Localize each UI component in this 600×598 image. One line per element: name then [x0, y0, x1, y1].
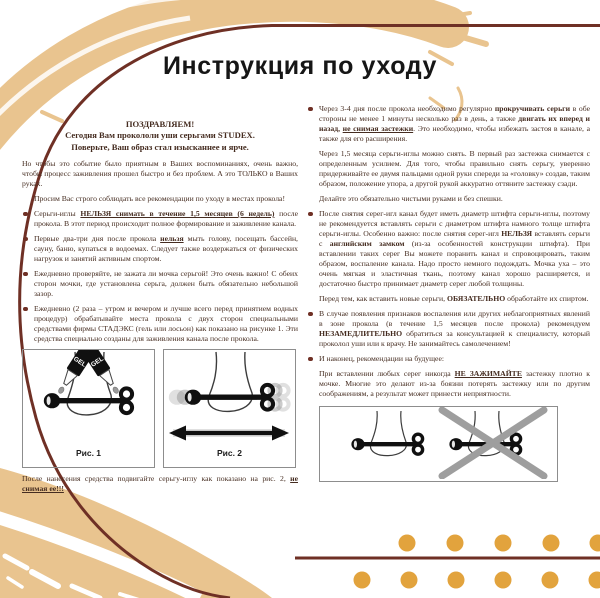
earring-icon [185, 385, 273, 410]
figure-1 [22, 349, 155, 468]
text-paragraph: Делайте это обязательно чистыми руками и без спешки. [319, 194, 503, 203]
right-column [307, 98, 590, 499]
figure-correct-incorrect [319, 406, 558, 482]
bullet-item: Первые два-три дня после прокола нельзя мыть голову, посещать бассейн, сауну, баню, купаться в водоемах. Следует также воздержаться от физических нагрузок и занятий активным спортом. [34, 234, 298, 264]
svg-text:GEL: GEL [72, 355, 88, 369]
text-paragraph: После нанесения средства подвигайте серьгу-иглу как показано на рис. 2, не снимая ее!!! [22, 474, 298, 494]
motion-arrow-icon [169, 426, 289, 441]
two-column-body [22, 98, 590, 499]
text-paragraph: При вставлении любых серег никогда НЕ ЗАЖИМАЙТЕ застежку плотно к мочке. Многие это делают из-за боязни потерять застежку или по другим соображениям, а результат может принести неприятности. [319, 369, 590, 398]
page-title: Инструкция по уходу [162, 52, 438, 80]
bullet-dot [308, 312, 313, 317]
figure-1-illustration [24, 350, 153, 447]
bullet-item: Серьги-иглы НЕЛЬЗЯ снимать в течение 1,5 месяцев (6 недель) после прокола. В этот период происходит полное формирование и заживление канала. [34, 209, 298, 229]
svg-text:GEL: GEL [89, 355, 105, 369]
earring-correct [351, 411, 422, 456]
text-paragraph: Через 1,5 месяца серьги-иглы можно снять. В первый раз застежка снимается с определенным усилием. Для того, чтобы правильно снять серьгу, уверенно придерживайте ее двумя пальцами одной руки спереди за «головку» создав, таким образом, положение упора, а другой рукой аккуратно оттяните застежку сзади. [319, 149, 590, 188]
bullet-dot [23, 237, 28, 242]
figure-2-label: Рис. 2 [216, 448, 243, 459]
bullet-item: Ежедневно (2 раза – утром и вечером и лучше всего перед принятием водных процедур) обрабатывайте места прокола с двух сторон специальными средствами фирмы СТАДЭКС (гель или лосьон) как показано на рисунке 1. Эти средства специально созданы для заживления канала после прокола. [34, 304, 298, 344]
right-text-blocks [307, 104, 590, 399]
header-line: Поверьте, Ваш образ стал изысканнее и ярче. [71, 141, 249, 152]
left-column [22, 98, 298, 499]
bullet-item: Ежедневно проверяйте, не зажата ли мочка серьгой! Это очень важно! С обеих сторон мочки, где установлена серьга, должен быть обязательно небольшой зазор. [34, 269, 298, 299]
text-paragraph: Перед тем, как вставить новые серьги, ОБЯЗАТЕЛЬНО обработайте их спиртом. [319, 294, 589, 303]
text-paragraph: Просим Вас строго соблюдать все рекомендации по уходу в местах прокола! [34, 194, 286, 204]
figures-row [22, 349, 298, 468]
text-paragraph: Но чтобы это событие было приятным в Ваших воспоминаниях, очень важно, чтобы процесс заживления прошел быстро и без проблем. А это ТОЛЬКО в Ваших руках. [22, 159, 298, 189]
bullet-dot [23, 272, 28, 277]
header-line: ПОЗДРАВЛЯЕМ! [125, 119, 195, 129]
correct-incorrect-illustration [320, 407, 555, 479]
ear-lobe [208, 352, 252, 411]
bullet-item: Через 3-4 дня после прокола необходимо регулярно прокручивать серьги в обе стороны не менее 1 минуты несколько раз в день, а также двигать их вперед и назад, не снимая застежки. Это необходимо, чтобы избежать застоя в канале, а также для его расширения. [319, 104, 590, 144]
gel-tube-icon [82, 350, 124, 397]
header-line: Сегодня Вам прокололи уши серьгами STUDEX. [65, 130, 255, 141]
bullet-dot [23, 307, 28, 312]
figure-2 [163, 349, 296, 468]
bullet-item: И наконец, рекомендации на будущее: [319, 354, 590, 364]
figure-2-illustration [165, 350, 294, 447]
left-caption-blocks [22, 474, 298, 494]
left-text-blocks [22, 159, 298, 344]
bullet-dot [23, 212, 28, 217]
bullet-dot [308, 212, 313, 217]
earring-icon [44, 388, 132, 413]
congratulation-header [22, 119, 298, 153]
bullet-dot [308, 357, 313, 362]
bullet-item: В случае появления признаков воспаления или других неблагоприятных явлений в зоне прокола (в течение 1,5 месяцев после прокола) рекомендуем НЕЗАМЕДЛИТЕЛЬНО обратиться за консультацией к специалисту, который проколол уши или к врачу. Не занимайтесь самолечением! [319, 309, 590, 349]
bullet-dot [308, 107, 313, 112]
bullet-item: После снятия серег-игл канал будет иметь диаметр штифта серьги-иглы, поэтому не рекомендуется вставлять серьги с диаметром штифта намного толще штифта серьги-иглы. Особенно важно: после снятия серег-игл НЕЛЬЗЯ вставлять серьги с английским замком (из-за особенностей конструкции штифта). При вставлении таких серег Вы можете поранить канал и спровоцировать, таким образом, воспаление канала. Надо просто немного подождать. Мочка уха – это очень мягкая и эластичная ткань, поэтому канал хорошо расширяется, и достаточно быстро принимает диаметр серег любой толщины. [319, 209, 590, 289]
figure-1-label: Рис. 1 [75, 448, 102, 459]
